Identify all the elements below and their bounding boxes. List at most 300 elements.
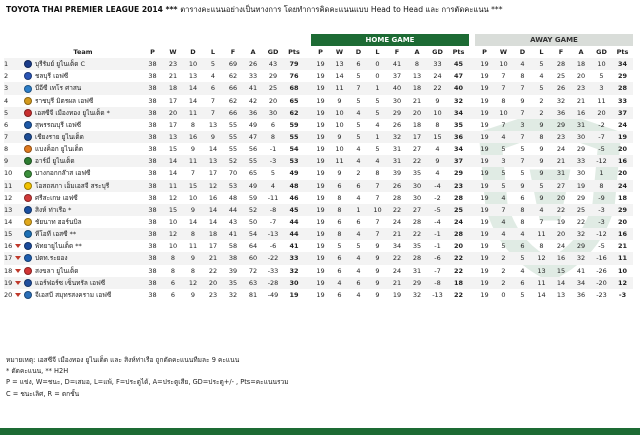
overall-stat-cell: 56	[248, 145, 258, 154]
away-stat-cell: 3	[494, 155, 513, 167]
overall-col-header: P	[150, 48, 155, 57]
team-name: พัทยายูไนเต็ด **	[35, 242, 82, 251]
overall-stat-cell: 14	[208, 218, 218, 227]
home-stat-cell: 24	[392, 218, 402, 227]
table-row	[4, 155, 633, 167]
home-stat-cell: 36	[448, 131, 469, 143]
title-en: TOYOTA THAI PREMIER LEAGUE 2014 ***	[6, 5, 178, 14]
overall-stat-cell: 14	[168, 169, 178, 178]
away-stat-cell: 19	[475, 252, 494, 264]
away-stat-cell: -5	[598, 145, 605, 154]
overall-stat-cell: 79	[283, 58, 305, 70]
away-stat-cell: 10	[591, 58, 612, 70]
table-row	[4, 204, 633, 216]
overall-stat-cell: 60	[243, 252, 263, 264]
home-stat-cell: 34	[453, 145, 464, 154]
club-badge-icon	[24, 291, 32, 299]
overall-stat-cell: 55	[228, 145, 238, 154]
team-cell	[24, 240, 142, 252]
overall-stat-cell: 21	[168, 72, 178, 81]
overall-col-header: Pts	[288, 48, 300, 57]
away-stat-cell: 4	[532, 204, 551, 216]
home-stat-cell: 2	[356, 169, 361, 178]
away-stat-cell: 19	[480, 72, 489, 81]
overall-stat-cell: 38	[148, 242, 157, 251]
home-stat-cell: 28	[407, 252, 427, 264]
team-cell	[24, 228, 142, 240]
away-stat-cell: 5	[494, 180, 513, 192]
overall-col-header: L	[210, 48, 216, 57]
away-stat-cell: 29	[612, 204, 633, 216]
home-stat-cell: 5	[356, 72, 361, 81]
away-stat-cell: 16	[612, 155, 633, 167]
away-col-header: W	[499, 48, 508, 57]
position-cell: 15	[4, 228, 24, 240]
table-row	[4, 70, 633, 82]
away-stat-cell: 15	[556, 266, 566, 275]
away-stat-cell: -9	[598, 193, 605, 202]
team-name: สงขลา ยูไนเต็ด	[35, 266, 79, 275]
home-stat-cell: 30	[412, 193, 422, 202]
overall-stat-cell: 69	[223, 58, 243, 70]
home-stat-cell: 19	[311, 204, 330, 216]
home-stat-cell: 13	[412, 72, 422, 81]
club-badge-icon	[24, 242, 32, 250]
overall-stat-cell: 65	[289, 96, 299, 105]
team-cell	[24, 277, 142, 289]
away-col-header: D	[519, 48, 526, 57]
home-stat-cell: 21	[387, 277, 407, 289]
overall-stat-cell: 15	[163, 204, 183, 216]
home-stat-cell: 22	[453, 266, 464, 275]
home-stat-cell: 30	[392, 96, 402, 105]
home-stat-cell: 4	[356, 193, 361, 202]
away-stat-cell: 8	[520, 218, 525, 227]
home-stat-cell: 19	[311, 228, 330, 240]
team-cell	[24, 167, 142, 179]
away-stat-cell: 5	[513, 252, 532, 264]
club-badge-icon	[24, 182, 32, 190]
home-stat-cell: 24	[392, 266, 402, 275]
home-stat-cell: 7	[349, 82, 368, 94]
away-stat-cell: 33	[571, 155, 591, 167]
overall-stat-cell: 30	[283, 277, 305, 289]
team-name: อาร์มี่ ยูไนเต็ด	[35, 157, 75, 166]
overall-stat-cell: 15	[168, 145, 178, 154]
home-stat-cell: 7	[375, 193, 380, 202]
away-stat-cell: 5	[520, 290, 525, 299]
club-badge-icon	[24, 145, 32, 153]
overall-col-header: F	[230, 48, 236, 57]
team-name: บางกอกกล๊าส เอฟซี	[35, 169, 91, 178]
home-stat-cell: 31	[412, 266, 422, 275]
away-stat-cell: 24	[617, 120, 628, 129]
overall-stat-cell: -13	[263, 228, 283, 240]
home-stat-cell: 5	[375, 145, 380, 154]
away-stat-cell: 21	[551, 155, 571, 167]
table-row	[4, 95, 633, 107]
table-row	[4, 192, 633, 204]
away-col-header: F	[558, 48, 564, 57]
overall-stat-cell: 42	[248, 96, 258, 105]
away-stat-cell: -3	[591, 204, 612, 216]
team-cell	[24, 204, 142, 216]
overall-stat-cell: 6	[170, 290, 176, 299]
team-name: โอสถสภา เอ็มเอสจี สระบุรี	[35, 181, 110, 190]
bottom-bar	[0, 428, 640, 435]
home-stat-cell: 19	[311, 155, 330, 167]
away-col-header: L	[539, 48, 544, 57]
away-stat-cell: 19	[475, 107, 494, 119]
overall-stat-cell: 33	[248, 72, 258, 81]
away-stat-cell: 4	[494, 228, 513, 240]
away-stat-cell: 4	[501, 193, 506, 202]
away-stat-cell: 2	[494, 252, 513, 264]
away-stat-cell: -20	[591, 277, 612, 289]
overall-stat-cell: 54	[289, 145, 299, 154]
relegation-arrow-icon	[15, 281, 21, 285]
overall-stat-cell: 10	[188, 193, 198, 202]
overall-stat-cell: 48	[283, 180, 305, 192]
home-stat-cell: 10	[330, 107, 349, 119]
home-stat-cell: -1	[427, 228, 448, 240]
team-name: ชลบุรี เอฟซี	[35, 72, 69, 81]
club-badge-icon	[24, 97, 32, 105]
overall-stat-cell: 19	[289, 290, 299, 299]
home-stat-cell: 9	[368, 252, 387, 264]
away-stat-cell: 10	[494, 58, 513, 70]
home-col-header: A	[414, 48, 420, 57]
note-abbreviations: P = แข่ง, W=ชนะ, D=เสมอ, L=แพ้, F=ประตูได้, A=ประตูเสีย, GD=ประตู+/- , Pts=คะแนนรวม	[6, 378, 289, 387]
overall-stat-cell: 32	[228, 290, 238, 299]
home-stat-cell: 4	[330, 277, 349, 289]
home-col-header: Pts	[452, 48, 465, 57]
overall-stat-cell: 9	[190, 290, 196, 299]
away-stat-cell: 23	[551, 131, 571, 143]
home-stat-cell: 31	[392, 145, 402, 154]
home-stat-cell: 9	[330, 131, 349, 143]
home-stat-cell: -7	[434, 266, 441, 275]
table-row	[4, 119, 633, 131]
notes	[6, 355, 289, 400]
away-stat-cell: 1	[599, 169, 604, 178]
away-col-header: Pts	[616, 48, 629, 57]
away-stat-cell: 20	[617, 169, 628, 178]
club-badge-icon	[24, 218, 32, 226]
home-stat-cell: 35	[453, 120, 464, 129]
away-stat-cell: 29	[617, 72, 628, 81]
away-stat-cell: 4	[513, 228, 532, 240]
home-stat-cell: 18	[412, 120, 422, 129]
away-stat-cell: 0	[501, 290, 506, 299]
home-stat-cell: 19	[316, 96, 325, 105]
overall-col-header: W	[169, 48, 177, 57]
club-badge-icon	[24, 157, 32, 165]
away-stat-cell: -3	[598, 218, 605, 227]
away-stat-cell: -23	[596, 290, 607, 299]
overall-stat-cell: 7	[190, 169, 196, 178]
away-stat-cell: 5	[599, 72, 604, 81]
home-stat-cell: 5	[356, 120, 361, 129]
home-stat-cell: 23	[448, 180, 469, 192]
overall-stat-cell: 11	[163, 180, 183, 192]
overall-stat-cell: -1	[269, 145, 277, 154]
team-name: แอร์ฟอร์ซ เซ็นทรัล เอฟซี	[35, 278, 106, 287]
overall-stat-cell: 38	[142, 228, 163, 240]
away-stat-cell: 19	[480, 266, 489, 275]
away-stat-cell: 36	[551, 107, 571, 119]
overall-stat-cell: 38	[148, 96, 157, 105]
table-row	[4, 228, 633, 240]
home-col-header: D	[355, 48, 362, 57]
overall-stat-cell: 72	[248, 266, 258, 275]
away-stat-cell: 2	[532, 107, 551, 119]
home-stat-cell: 19	[311, 252, 330, 264]
away-stat-cell: 10	[617, 266, 628, 275]
overall-stat-cell: -6	[269, 242, 277, 251]
overall-stat-cell: -3	[263, 155, 283, 167]
overall-stat-cell: 52	[243, 204, 263, 216]
overall-stat-cell: -22	[263, 252, 283, 264]
overall-stat-cell: 58	[228, 242, 238, 251]
home-col-header: W	[335, 48, 344, 57]
overall-stat-cell: 38	[142, 107, 163, 119]
team-name: สุพรรณบุรี เอฟซี	[35, 120, 82, 129]
team-name: เชียงราย ยูไนเต็ด	[35, 133, 84, 142]
away-stat-cell: 36	[576, 290, 586, 299]
away-stat-cell: 25	[556, 72, 566, 81]
away-stat-cell: 16	[612, 228, 633, 240]
overall-stat-cell: 9	[190, 145, 196, 154]
overall-stat-cell: 12	[183, 277, 203, 289]
home-stat-cell: 26	[387, 180, 407, 192]
home-stat-cell: 28	[448, 228, 469, 240]
away-stat-cell: 21	[576, 96, 586, 105]
home-stat-cell: 31	[387, 155, 407, 167]
away-stat-cell: 29	[556, 120, 566, 129]
overall-stat-cell: 41	[289, 242, 299, 251]
away-stat-cell: 6	[520, 193, 525, 202]
overall-stat-cell: 10	[168, 218, 178, 227]
club-badge-icon	[24, 133, 32, 141]
home-stat-cell: 21	[387, 228, 407, 240]
home-stat-cell: 21	[412, 96, 422, 105]
home-stat-cell: 19	[316, 120, 325, 129]
home-stat-cell: 4	[435, 169, 440, 178]
home-stat-cell: 32	[387, 131, 407, 143]
home-stat-cell: 1	[368, 82, 387, 94]
table-row	[4, 58, 633, 70]
away-stat-cell: -12	[591, 228, 612, 240]
overall-stat-cell: 70	[228, 169, 238, 178]
relegation-arrow-icon	[15, 256, 21, 260]
away-stat-cell: 19	[480, 242, 489, 251]
home-stat-cell: 27	[407, 204, 427, 216]
home-stat-cell: 1	[349, 204, 368, 216]
overall-stat-cell: 38	[142, 155, 163, 167]
overall-stat-cell: 4	[210, 72, 216, 81]
team-cell	[24, 180, 142, 192]
position-cell: 14	[4, 218, 13, 227]
home-stat-cell: 8	[330, 228, 349, 240]
home-stat-cell: 4	[375, 120, 380, 129]
league-table	[4, 34, 633, 301]
away-stat-cell: 8	[591, 180, 612, 192]
overall-stat-cell: 66	[223, 82, 243, 94]
team-name: แบงค็อก ยูไนเต็ด	[35, 145, 83, 154]
away-stat-cell: 34	[571, 277, 591, 289]
away-stat-cell: 13	[537, 266, 546, 275]
overall-stat-cell: 7	[210, 96, 216, 105]
overall-stat-cell: 8	[163, 252, 183, 264]
away-stat-cell: 19	[571, 180, 591, 192]
away-stat-cell: 8	[532, 131, 551, 143]
overall-stat-cell: 59	[289, 120, 299, 129]
position-cell: 5	[4, 107, 24, 119]
away-stat-cell: 9	[513, 180, 532, 192]
position-cell: 9	[4, 155, 24, 167]
away-stat-cell: 7	[494, 82, 513, 94]
club-badge-icon	[24, 121, 32, 129]
home-stat-cell: -4	[434, 218, 441, 227]
away-stat-cell: 7	[539, 218, 544, 227]
away-stat-cell: 32	[571, 228, 591, 240]
away-stat-cell: 4	[520, 266, 525, 275]
column-header-row	[4, 46, 633, 58]
overall-stat-cell: 14	[183, 82, 203, 94]
away-stat-cell: -3	[618, 290, 627, 299]
home-stat-cell: 10	[368, 204, 387, 216]
club-badge-icon	[24, 230, 32, 238]
home-stat-cell: 9	[435, 96, 440, 105]
away-stat-cell: 12	[532, 252, 551, 264]
overall-col-header: GD	[267, 48, 279, 57]
away-stat-cell: -16	[591, 252, 612, 264]
overall-stat-cell: 9	[183, 204, 203, 216]
home-stat-cell: 30	[407, 180, 427, 192]
team-cell	[24, 107, 142, 119]
table-row	[4, 252, 633, 264]
home-stat-cell: 8	[330, 204, 349, 216]
home-stat-cell: 19	[316, 169, 325, 178]
overall-stat-cell: 44	[283, 228, 305, 240]
away-stat-cell: 9	[539, 145, 544, 154]
home-stat-cell: 9	[337, 96, 342, 105]
away-stat-cell: 21	[617, 242, 628, 251]
home-stat-cell: 27	[412, 145, 422, 154]
away-stat-cell: 18	[571, 58, 591, 70]
overall-stat-cell: 36	[243, 107, 263, 119]
away-stat-cell: 7	[513, 131, 532, 143]
away-stat-cell: 25	[571, 204, 591, 216]
away-game-header: AWAY GAME	[475, 34, 633, 46]
away-stat-cell: 2	[539, 96, 544, 105]
away-stat-cell: 19	[475, 58, 494, 70]
away-stat-cell: 7	[513, 107, 532, 119]
home-stat-cell: 6	[330, 180, 349, 192]
team-cell	[24, 289, 142, 301]
home-stat-cell: 40	[387, 82, 407, 94]
team-cell	[24, 58, 142, 70]
home-stat-cell: 29	[407, 277, 427, 289]
team-name: ปตท.ระยอง	[35, 254, 68, 263]
table-row	[4, 107, 633, 119]
overall-stat-cell: 55	[283, 131, 305, 143]
position-cell: 1	[4, 58, 24, 70]
away-stat-cell: 10	[494, 107, 513, 119]
away-stat-cell: 5	[501, 169, 506, 178]
overall-stat-cell: 55	[228, 120, 238, 129]
home-stat-cell: 17	[407, 131, 427, 143]
team-cell	[24, 70, 142, 82]
home-stat-cell: 7	[375, 218, 380, 227]
home-stat-cell: 6	[349, 180, 368, 192]
away-stat-cell: 19	[475, 277, 494, 289]
overall-stat-cell: 16	[208, 193, 218, 202]
away-stat-cell: 4	[513, 58, 532, 70]
away-stat-cell: 19	[480, 218, 489, 227]
home-stat-cell: 24	[453, 218, 464, 227]
away-stat-cell: 6	[520, 242, 525, 251]
away-stat-cell: 20	[551, 228, 571, 240]
home-stat-cell: -2	[434, 193, 441, 202]
table-row	[4, 277, 633, 289]
home-stat-cell: 19	[316, 290, 325, 299]
away-stat-cell: 5	[520, 145, 525, 154]
home-stat-cell: 20	[453, 242, 464, 251]
away-stat-cell: 30	[576, 169, 586, 178]
overall-stat-cell: -7	[269, 218, 277, 227]
away-stat-cell: 7	[501, 72, 506, 81]
home-stat-cell: 9	[375, 242, 380, 251]
overall-stat-cell: 49	[248, 120, 258, 129]
away-stat-cell: 4	[494, 131, 513, 143]
home-stat-cell: 4	[349, 228, 368, 240]
home-stat-cell: 10	[427, 107, 448, 119]
overall-stat-cell: 8	[263, 131, 283, 143]
home-stat-cell: 33	[427, 58, 448, 70]
away-stat-cell: 8	[539, 242, 544, 251]
away-stat-cell: 12	[612, 277, 633, 289]
away-stat-cell: 3	[520, 120, 525, 129]
away-stat-cell: 7	[494, 204, 513, 216]
home-stat-cell: 29	[387, 107, 407, 119]
home-stat-cell: 8	[375, 169, 380, 178]
away-stat-cell: 19	[475, 180, 494, 192]
home-stat-cell: -5	[427, 204, 448, 216]
home-stat-cell: 8	[337, 193, 342, 202]
overall-stat-cell: 9	[203, 131, 223, 143]
away-stat-cell: -2	[598, 120, 605, 129]
overall-stat-cell: 68	[283, 82, 305, 94]
home-stat-cell: 4	[356, 290, 361, 299]
away-stat-cell: 26	[551, 82, 571, 94]
overall-stat-cell: 4	[263, 180, 283, 192]
overall-stat-cell: 14	[208, 145, 218, 154]
away-stat-cell: -7	[591, 131, 612, 143]
overall-stat-cell: 54	[243, 228, 263, 240]
overall-stat-cell: 20	[163, 107, 183, 119]
club-badge-icon	[24, 206, 32, 214]
home-stat-cell: -6	[427, 252, 448, 264]
away-stat-cell: 19	[480, 96, 489, 105]
position-cell: 17	[4, 252, 24, 264]
overall-stat-cell: 12	[168, 193, 178, 202]
position-cell: 16	[4, 240, 24, 252]
home-stat-cell: 4	[368, 155, 387, 167]
home-stat-cell: 5	[349, 131, 368, 143]
overall-stat-cell: 22	[208, 266, 218, 275]
